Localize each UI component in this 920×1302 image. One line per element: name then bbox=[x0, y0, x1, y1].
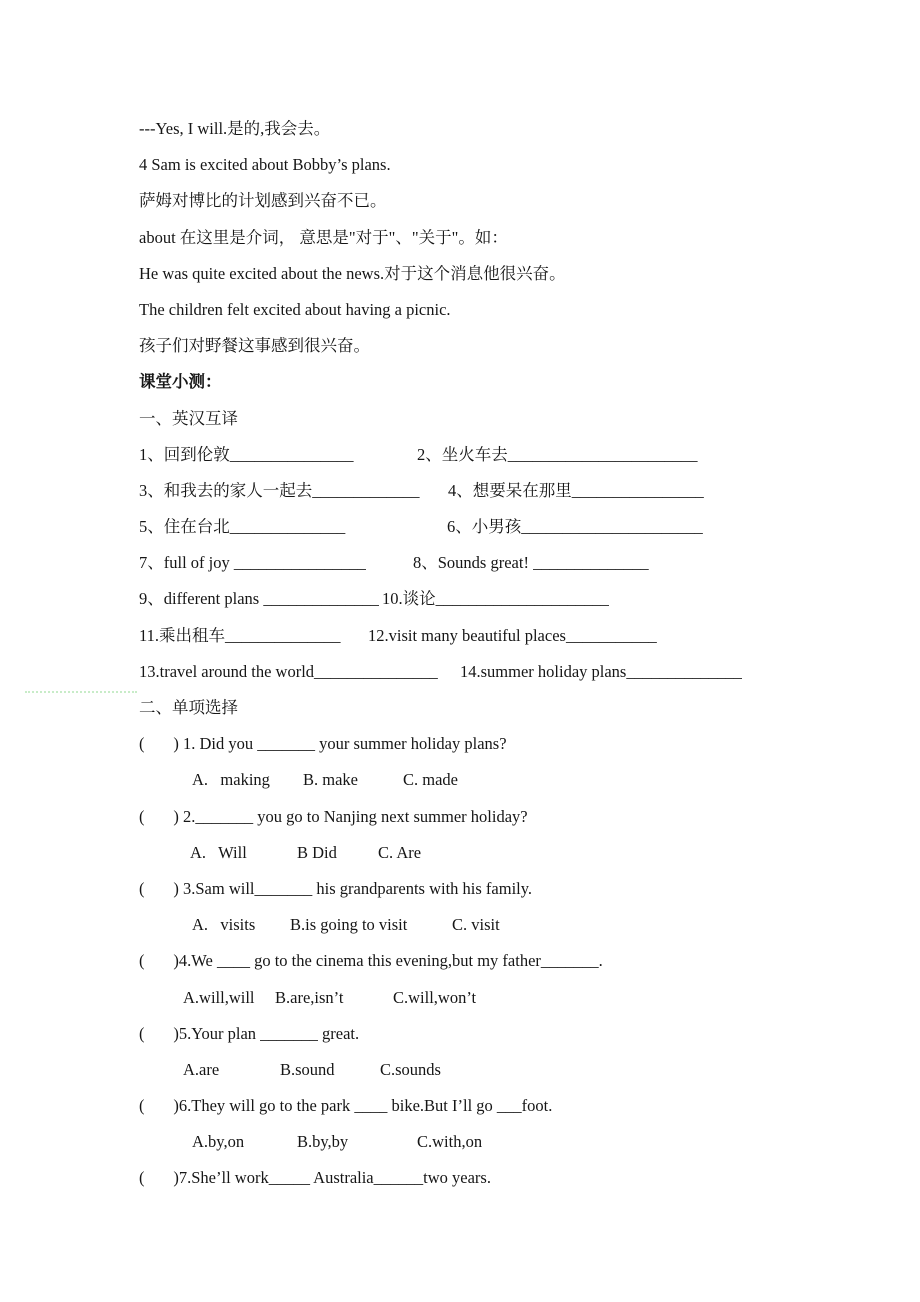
question-stem: ( ) 2._______ you go to Nanjing next summer holiday? bbox=[139, 806, 528, 826]
question-stem: ( )7.She’ll work_____ Australia______two years. bbox=[139, 1168, 491, 1188]
translation-row bbox=[139, 437, 819, 473]
option-label: A.by,on bbox=[192, 1132, 245, 1152]
option-label: A.will,will bbox=[183, 987, 255, 1007]
multiple-choice-list bbox=[139, 726, 819, 1196]
option-label: A. visits bbox=[192, 915, 256, 935]
translation-item-right: 10.谈论_____________________ bbox=[382, 589, 609, 609]
intro-paragraphs bbox=[139, 111, 819, 364]
option-label: B Did bbox=[297, 842, 337, 862]
question-options bbox=[139, 980, 819, 1016]
translation-row bbox=[139, 654, 819, 690]
document-content bbox=[139, 111, 819, 1197]
dotted-divider bbox=[25, 691, 137, 693]
option-label: C.sounds bbox=[380, 1059, 441, 1079]
question-stem: ( )5.Your plan _______ great. bbox=[139, 1023, 360, 1043]
translation-item-left: 13.travel around the world_______________ bbox=[139, 661, 438, 681]
translation-item-right: 4、想要呆在那里________________ bbox=[448, 480, 704, 500]
option-label: B. make bbox=[303, 770, 358, 790]
question-options bbox=[139, 1052, 819, 1088]
question-options bbox=[139, 835, 819, 871]
option-label: B.by,by bbox=[297, 1132, 349, 1152]
intro-line: The children felt excited about having a picnic. bbox=[139, 299, 451, 319]
translation-item-left: 1、回到伦敦_______________ bbox=[139, 444, 354, 464]
question-stem: ( )4.We ____ go to the cinema this evening,but my father_______. bbox=[139, 951, 603, 971]
option-label: C. made bbox=[403, 770, 458, 790]
question-options bbox=[139, 907, 819, 943]
intro-line: ---Yes, I will.是的,我会去。 bbox=[139, 119, 331, 138]
option-label: C. Are bbox=[378, 842, 422, 862]
question-stem: ( )6.They will go to the park ____ bike.But I’ll go ___foot. bbox=[139, 1096, 553, 1116]
translation-item-left: 7、full of joy ________________ bbox=[139, 553, 366, 573]
question-stem: ( ) 1. Did you _______ your summer holiday plans? bbox=[139, 734, 507, 754]
option-label: C.will,won’t bbox=[393, 987, 477, 1007]
option-label: C. visit bbox=[452, 915, 500, 935]
question-options bbox=[139, 1124, 819, 1160]
option-label: C.with,on bbox=[417, 1132, 483, 1152]
intro-line: 4 Sam is excited about Bobby’s plans. bbox=[139, 155, 391, 175]
translation-exercise-list bbox=[139, 437, 819, 690]
quiz-title: 课堂小测： bbox=[139, 372, 222, 392]
option-label: A. making bbox=[192, 770, 270, 790]
translation-item-right: 6、小男孩______________________ bbox=[447, 517, 703, 537]
option-label: A.are bbox=[183, 1059, 220, 1079]
option-label: B.are,isn’t bbox=[275, 987, 344, 1007]
intro-line: about 在这里是介词， 意思是"对于"、"关于"。如： bbox=[139, 227, 508, 247]
translation-item-left: 11.乘出租车______________ bbox=[139, 625, 341, 645]
translation-row bbox=[139, 545, 819, 581]
translation-item-right: 8、Sounds great! ______________ bbox=[413, 553, 649, 573]
section1-heading: 一、英汉互译 bbox=[139, 408, 238, 428]
intro-line: 萨姆对博比的计划感到兴奋不已。 bbox=[139, 191, 387, 211]
translation-item-left: 5、住在台北______________ bbox=[139, 517, 346, 537]
question-options bbox=[139, 762, 819, 798]
intro-line: 孩子们对野餐这事感到很兴奋。 bbox=[139, 336, 370, 356]
translation-row bbox=[139, 509, 819, 545]
translation-item-left: 3、和我去的家人一起去_____________ bbox=[139, 480, 420, 500]
option-label: B.is going to visit bbox=[290, 915, 408, 935]
option-label: A. Will bbox=[190, 842, 247, 862]
intro-line: He was quite excited about the news.对于这个消息他很兴奋。 bbox=[139, 263, 566, 283]
translation-item-right: 12.visit many beautiful places___________ bbox=[368, 625, 657, 645]
question-stem: ( ) 3.Sam will_______ his grandparents with his family. bbox=[139, 878, 533, 898]
translation-row bbox=[139, 618, 819, 654]
translation-row bbox=[139, 473, 819, 509]
option-label: B.sound bbox=[280, 1059, 335, 1079]
translation-row bbox=[139, 581, 819, 617]
section2-heading: 二、单项选择 bbox=[139, 698, 238, 717]
translation-item-right: 2、坐火车去_______________________ bbox=[417, 444, 698, 464]
translation-item-right: 14.summer holiday plans______________ bbox=[460, 661, 742, 681]
translation-item-left: 9、different plans ______________ bbox=[139, 589, 379, 609]
